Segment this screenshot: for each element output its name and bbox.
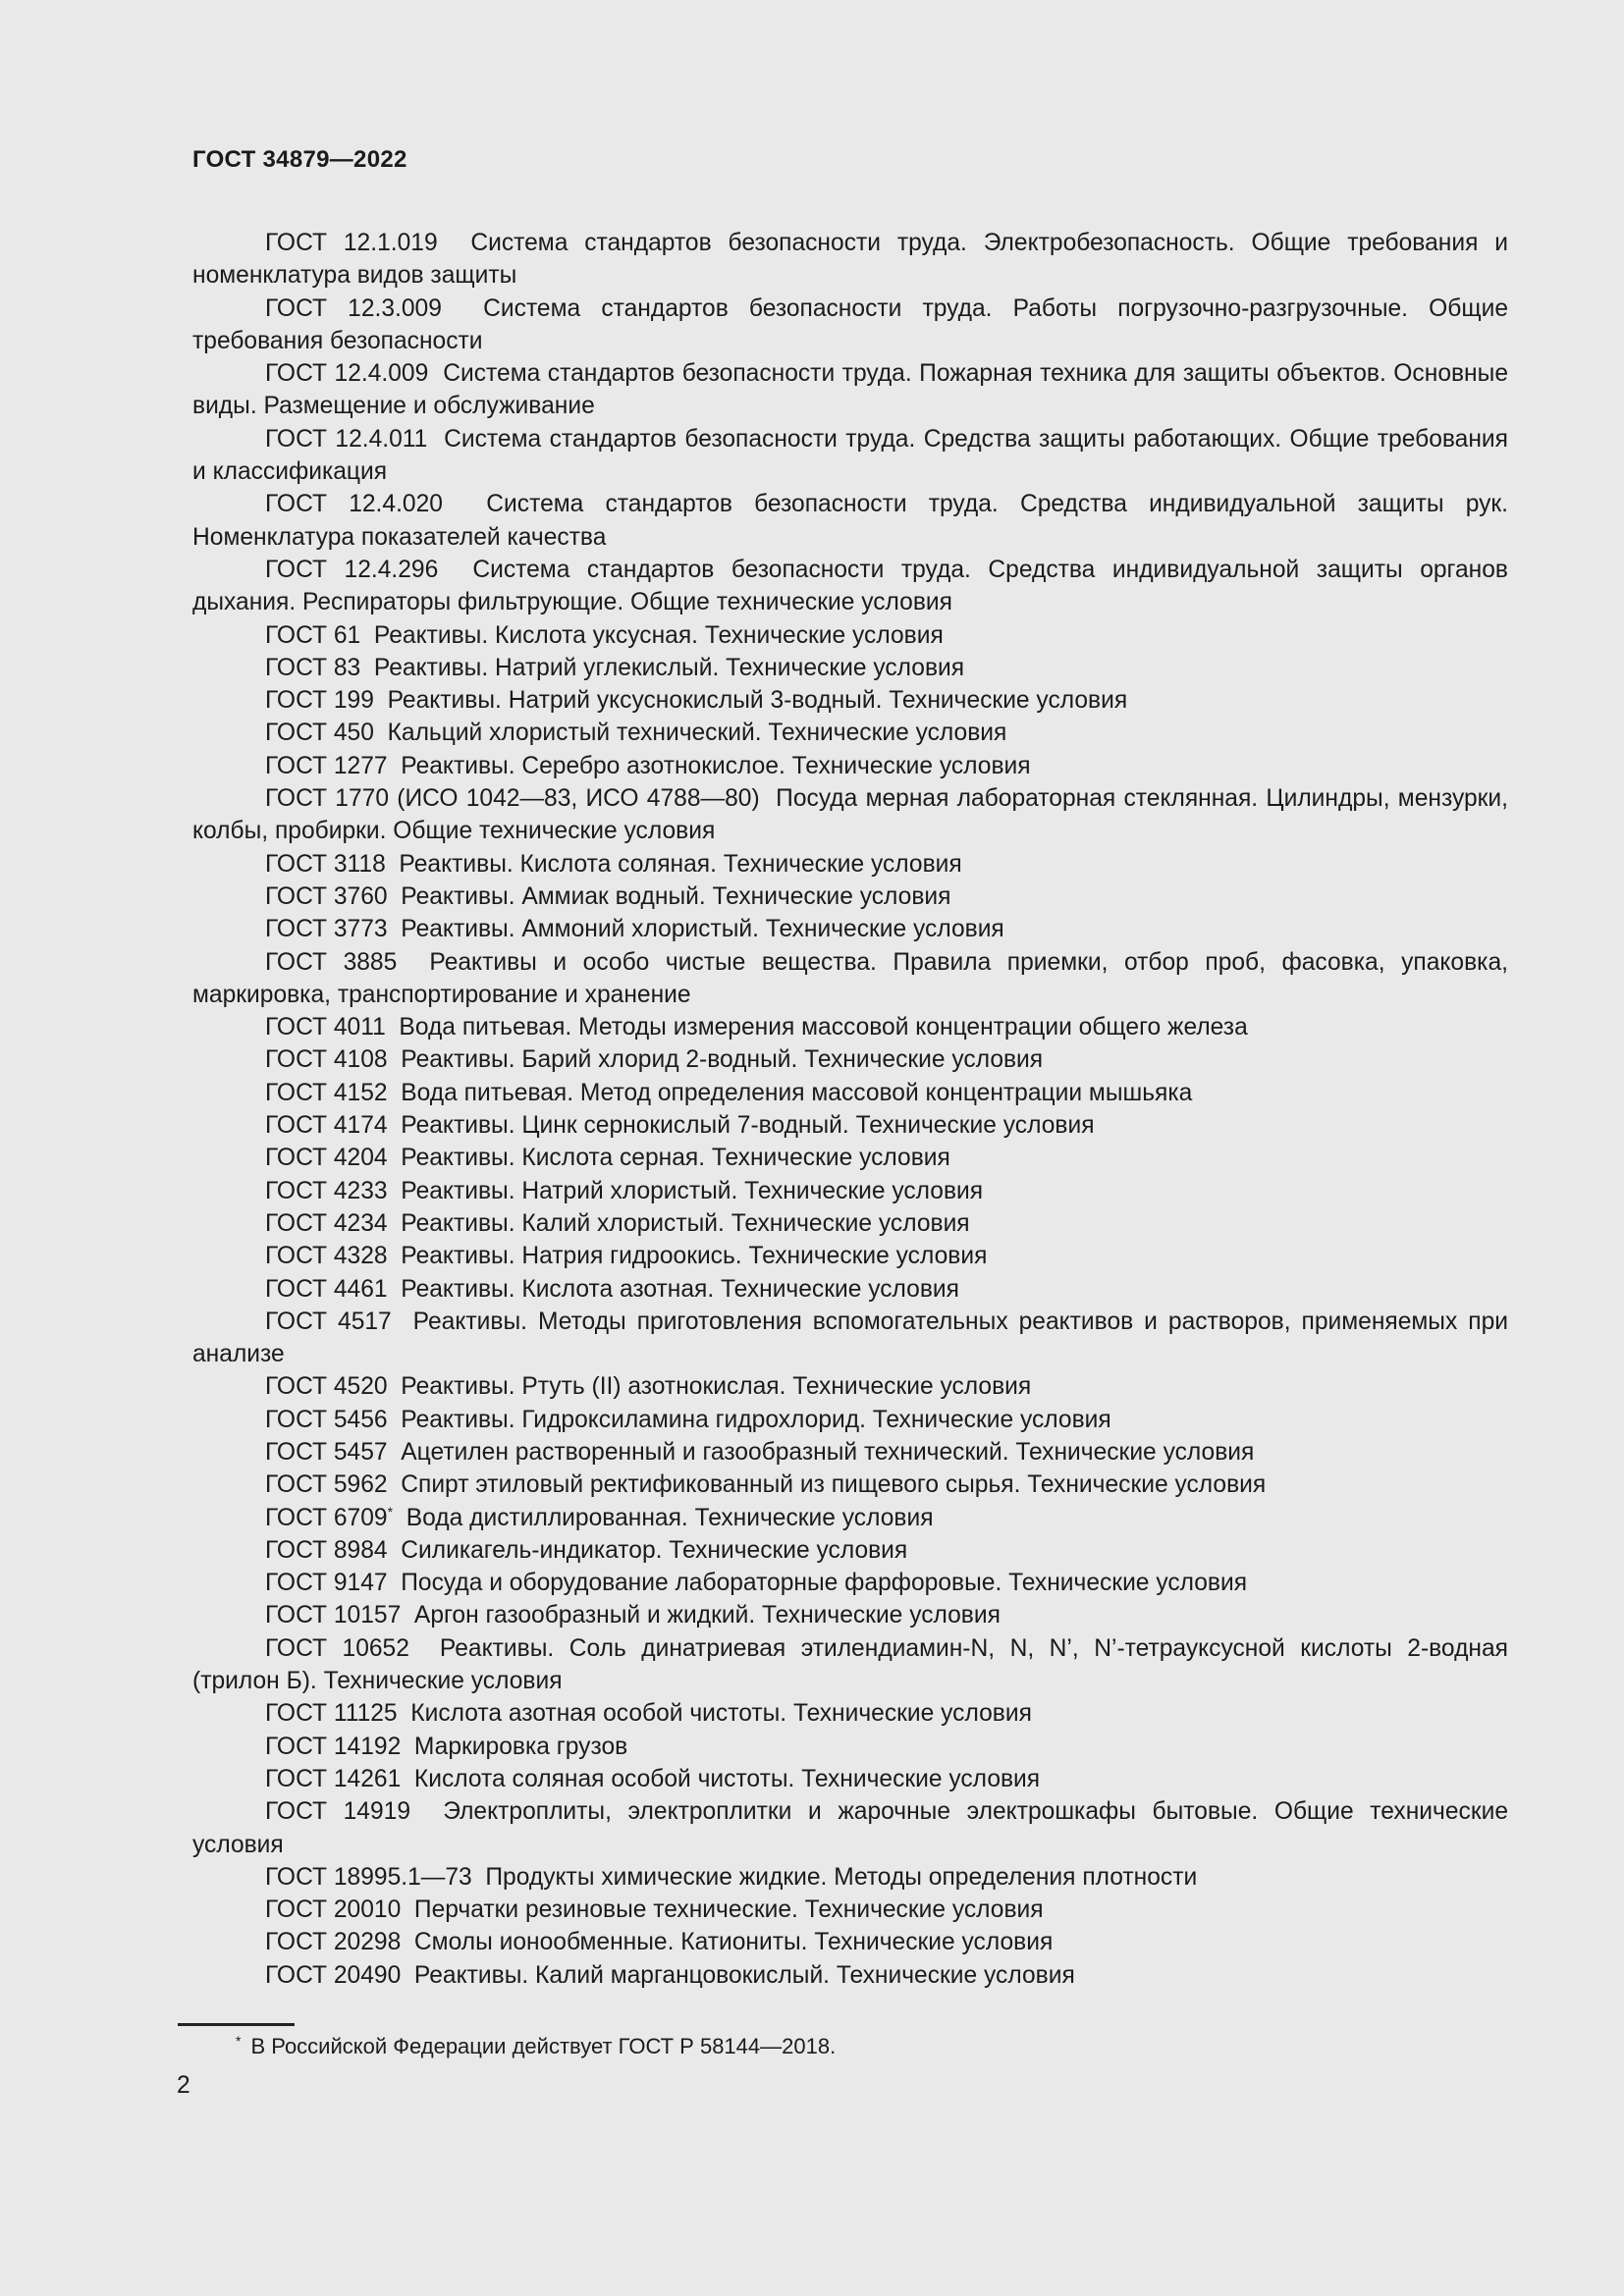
reference-text: ГОСТ 6709 xyxy=(265,1504,388,1531)
footnote-divider xyxy=(178,2023,295,2026)
reference-item: ГОСТ 14192 Маркировка грузов xyxy=(265,1733,628,1760)
reference-item: ГОСТ 4152 Вода питьевая. Метод определения массовой концентрации мышьяка xyxy=(265,1079,1193,1106)
reference-item: ГОСТ 8984 Силикагель-индикатор. Технические условия xyxy=(265,1536,908,1564)
reference-item: ГОСТ 9147 Посуда и оборудование лабораторные фарфоровые. Технические условия xyxy=(265,1570,1248,1597)
reference-item: ГОСТ 4204 Реактивы. Кислота серная. Технические условия xyxy=(265,1145,950,1172)
reference-item: ГОСТ 5456 Реактивы. Гидроксиламина гидрохлорид. Технические условия xyxy=(265,1406,1111,1433)
reference-item: ГОСТ 4233 Реактивы. Натрий хлористый. Технические условия xyxy=(265,1177,984,1204)
page-number: 2 xyxy=(177,2072,190,2099)
references-list xyxy=(192,227,1508,1992)
reference-item xyxy=(192,1502,1508,1534)
reference-item: ГОСТ 4461 Реактивы. Кислота азотная. Технические условия xyxy=(265,1275,959,1303)
document-title: ГОСТ 34879—2022 xyxy=(192,146,407,173)
reference-item: ГОСТ 1770 (ИСО 1042—83, ИСО 4788—80) Посуда мерная лабораторная стеклянная. Цилиндры, мензурки, колбы, пробирки. Общие технические условия xyxy=(192,785,1508,845)
reference-item: ГОСТ 12.4.296 Система стандартов безопасности труда. Средства индивидуальной защиты органов дыхания. Респираторы фильтрующие. Общие технические условия xyxy=(192,556,1508,616)
reference-item: ГОСТ 3118 Реактивы. Кислота соляная. Технические условия xyxy=(265,850,962,878)
reference-item: ГОСТ 14919 Электроплиты, электроплитки и жарочные электрошкафы бытовые. Общие технические условия xyxy=(192,1798,1508,1858)
reference-item: ГОСТ 5457 Ацетилен растворенный и газообразный технический. Технические условия xyxy=(265,1438,1255,1466)
reference-item: ГОСТ 450 Кальций хлористый технический. Технические условия xyxy=(265,720,1007,747)
reference-text: Вода дистиллированная. Технические условия xyxy=(393,1504,934,1531)
reference-item: ГОСТ 11125 Кислота азотная особой чистоты. Технические условия xyxy=(265,1700,1032,1728)
reference-item: ГОСТ 83 Реактивы. Натрий углекислый. Технические условия xyxy=(265,654,965,681)
reference-item: ГОСТ 4108 Реактивы. Барий хлорид 2-водный. Технические условия xyxy=(265,1046,1044,1074)
reference-item: ГОСТ 12.3.009 Система стандартов безопасности труда. Работы погрузочно-разгрузочные. Общие требования безопасности xyxy=(192,294,1508,354)
reference-item: ГОСТ 20490 Реактивы. Калий марганцовокислый. Технические условия xyxy=(265,1961,1075,1989)
reference-item: ГОСТ 4234 Реактивы. Калий хлористый. Технические условия xyxy=(265,1209,970,1237)
reference-item: ГОСТ 18995.1—73 Продукты химические жидкие. Методы определения плотности xyxy=(265,1863,1198,1891)
footnote-text: В Российской Федерации действует ГОСТ Р 58144—2018. xyxy=(250,2034,837,2058)
reference-item: ГОСТ 10157 Аргон газообразный и жидкий. Технические условия xyxy=(265,1602,1001,1629)
reference-item: ГОСТ 20010 Перчатки резиновые технические. Технические условия xyxy=(265,1896,1044,1924)
reference-item: ГОСТ 12.1.019 Система стандартов безопасности труда. Электробезопасность. Общие требования и номенклатура видов защиты xyxy=(192,230,1508,290)
reference-item: ГОСТ 4174 Реактивы. Цинк сернокислый 7-водный. Технические условия xyxy=(265,1112,1095,1140)
reference-item: ГОСТ 12.4.009 Система стандартов безопасности труда. Пожарная техника для защиты объектов. Основные виды. Размещение и обслуживание xyxy=(192,360,1508,420)
footnote xyxy=(192,2033,1551,2060)
reference-item: ГОСТ 12.4.020 Система стандартов безопасности труда. Средства индивидуальной защиты рук. Номенклатура показателей качества xyxy=(192,491,1508,551)
reference-item: ГОСТ 3773 Реактивы. Аммоний хлористый. Технические условия xyxy=(265,916,1004,943)
reference-item: ГОСТ 5962 Спирт этиловый ректификованный из пищевого сырья. Технические условия xyxy=(265,1471,1267,1499)
reference-item: ГОСТ 20298 Смолы ионообменные. Катиониты. Технические условия xyxy=(265,1929,1054,1956)
reference-item: ГОСТ 12.4.011 Система стандартов безопасности труда. Средства защиты работающих. Общие требования и классификация xyxy=(192,425,1508,486)
reference-item: ГОСТ 61 Реактивы. Кислота уксусная. Технические условия xyxy=(265,621,944,649)
reference-item: ГОСТ 4328 Реактивы. Натрия гидроокись. Технические условия xyxy=(265,1243,988,1270)
footnote-marker: * xyxy=(236,2032,242,2049)
reference-item: ГОСТ 4520 Реактивы. Ртуть (II) азотнокислая. Технические условия xyxy=(265,1373,1032,1401)
reference-item: ГОСТ 3885 Реактивы и особо чистые вещества. Правила приемки, отбор проб, фасовка, упаковка, маркировка, транспортирование и хранение xyxy=(192,948,1508,1008)
reference-item: ГОСТ 199 Реактивы. Натрий уксуснокислый 3-водный. Технические условия xyxy=(265,687,1128,715)
reference-item: ГОСТ 4011 Вода питьевая. Методы измерения массовой концентрации общего железа xyxy=(265,1014,1248,1041)
reference-item: ГОСТ 14261 Кислота соляная особой чистоты. Технические условия xyxy=(265,1765,1041,1792)
reference-item: ГОСТ 4517 Реактивы. Методы приготовления вспомогательных реактивов и растворов, применяемых при анализе xyxy=(192,1308,1508,1368)
footnote-reference-marker: * xyxy=(387,1503,394,1520)
reference-item: ГОСТ 1277 Реактивы. Серебро азотнокислое. Технические условия xyxy=(265,752,1031,779)
reference-item: ГОСТ 3760 Реактивы. Аммиак водный. Технические условия xyxy=(265,882,951,910)
reference-item: ГОСТ 10652 Реактивы. Соль динатриевая этилендиамин-N, N, N’, N’-тетрауксусной кислоты 2-водная (трилон Б). Технические условия xyxy=(192,1634,1508,1695)
